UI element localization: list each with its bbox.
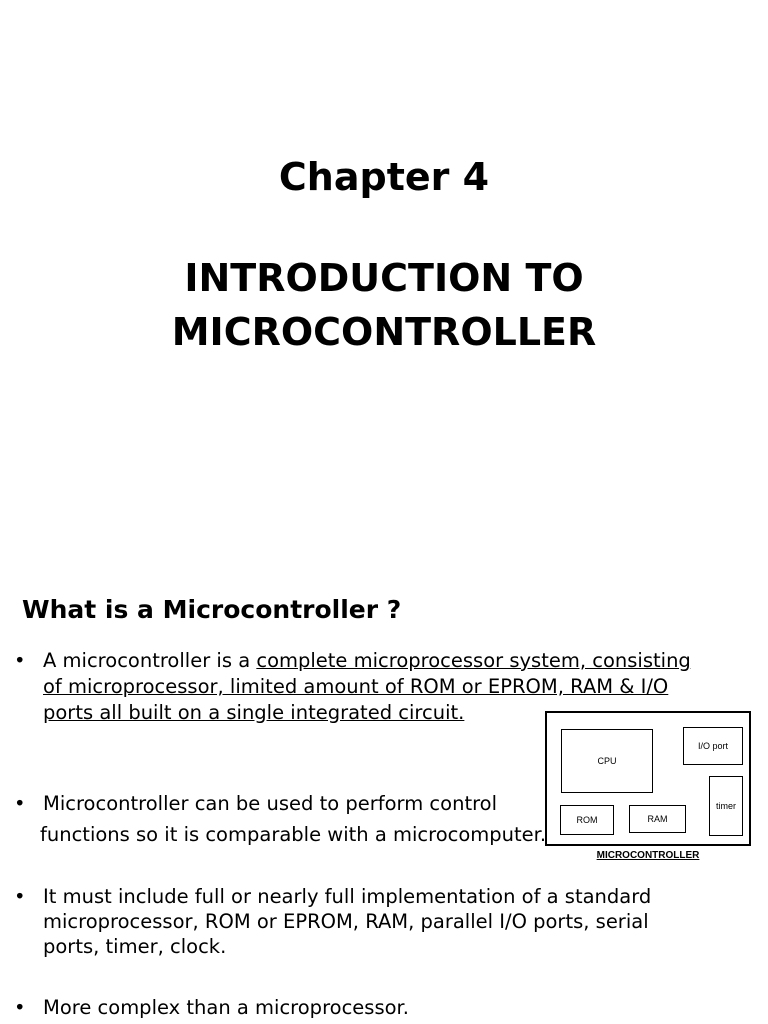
bullet-marker: • xyxy=(14,885,26,908)
timer-block xyxy=(709,776,743,836)
bullet-marker: • xyxy=(14,996,26,1019)
io-port-label: I/O port xyxy=(697,741,728,751)
ram-label: RAM xyxy=(647,814,668,824)
rom-label: ROM xyxy=(576,815,598,825)
bullet-3-line-3: ports, timer, clock. xyxy=(43,935,227,958)
bullet-1-line-2: of microprocessor, limited amount of ROM or EPROM, RAM & I/O xyxy=(43,675,669,698)
timer-label: timer xyxy=(716,801,736,811)
bullet-4-line-1: More complex than a microprocessor. xyxy=(43,996,409,1019)
bullet-marker: • xyxy=(14,649,26,672)
cpu-label: CPU xyxy=(597,756,617,766)
bullet-1-line-1-underlined: complete microprocessor system, consisting xyxy=(256,649,691,672)
bullet-1-line-3: ports all built on a single integrated circuit. xyxy=(43,701,465,724)
microcontroller-diagram xyxy=(545,711,751,846)
section-heading: What is a Microcontroller ? xyxy=(22,595,402,624)
ram-block xyxy=(629,805,686,833)
slide-title-line-1: INTRODUCTION TO xyxy=(184,256,584,300)
bullet-2-line-2: functions so it is comparable with a microcomputer. xyxy=(40,823,547,846)
chapter-heading: Chapter 4 xyxy=(278,155,490,199)
bullet-1-line-1 xyxy=(43,648,691,674)
bullet-3-line-2: microprocessor, ROM or EPROM, RAM, parallel I/O ports, serial xyxy=(43,910,649,933)
bullet-2-line-1: Microcontroller can be used to perform control xyxy=(43,792,498,815)
bullet-3-line-1: It must include full or nearly full implementation of a standard xyxy=(43,885,652,908)
rom-block xyxy=(560,805,614,835)
bullet-marker: • xyxy=(14,792,26,815)
io-port-block xyxy=(683,727,743,765)
slide-title-line-2: MICROCONTROLLER xyxy=(171,310,597,354)
diagram-caption: MICROCONTROLLER xyxy=(596,850,700,861)
bullet-1-line-1-plain: A microcontroller is a xyxy=(43,649,257,672)
cpu-block xyxy=(561,729,653,793)
